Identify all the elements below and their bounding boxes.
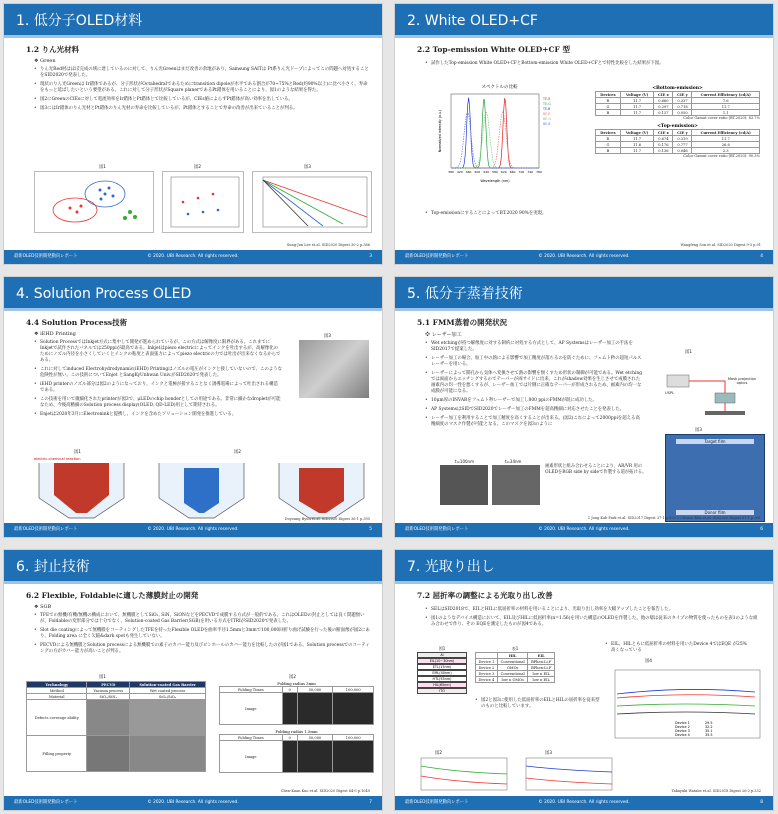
thickness-label: t=100nm (455, 459, 474, 464)
reference: Doyoung Byun et.al. SID2020 Digest 36-1 p.395 (284, 517, 370, 521)
fold-table-1-5mm: Folding Times 0 50,000 100,000 Image (219, 734, 374, 773)
eqe-value-4: 35.5 (705, 733, 713, 737)
footer (395, 523, 773, 537)
fold-radius-label: Folding radius 3mm (277, 681, 316, 686)
x-tick-label: 660 (509, 170, 516, 174)
bottom-emission-table-block (595, 86, 760, 158)
side-note: 画素形状と組み合わせることにより、AR/VR 用のOLEDをRGB side by sideで作製する道が拓ける。 (545, 464, 647, 475)
x-tick-label: 780 (536, 170, 542, 174)
topic-heading: ❖ iEHD Printing (34, 331, 76, 337)
eqe-value-1: 29.5 (705, 721, 713, 725)
bullet: • この技術を用いて微細化されたprinterが図3で、μLEDのchip bonderとしての用途である。非常に細かなdropletが可能なため、今後高精細のSolution process display(OLED, QD-LED)用として期待される。 (40, 397, 282, 409)
x-tick-label: 460 (465, 170, 472, 174)
nozzle-diagram-1 (24, 463, 139, 521)
legend-entry: BE-R (543, 112, 551, 116)
footer-title: 最新OLED技術開発動向レポート (405, 254, 469, 259)
topic-heading: ❖ SGB (34, 604, 52, 610)
fold-radius-label: Folding radius 1.5mm (275, 729, 318, 734)
fig1-label: electric-chemical reaction (34, 457, 81, 461)
series-TE-R (451, 98, 539, 168)
bullet: • これに対してinduced Electrohydrodynamic(iEHD) Printingはノズルの電圧がインクと接していないので、このような危険性が無い。この技術についてEnjet とSangKyUnhwan Univ.がSID2020で発表した。 (40, 367, 282, 379)
figure-1-scatter (34, 171, 154, 233)
gamut-note: Color Gamut cover ratio (BT.2020): 83.7% (683, 116, 760, 120)
copyright: © 2020. UBI Research. All rights reserved. (538, 254, 630, 259)
mask-photo-1 (440, 465, 488, 505)
legend-device-1: Device 1 (675, 721, 690, 725)
figure-caption: 図2 (289, 675, 297, 680)
table-title: <Top-emission> (657, 124, 698, 129)
figure-caption: 図3 (545, 751, 553, 756)
series-BE-B (451, 112, 539, 168)
bullet: • Solution ProcessではInkjet方式に集中して開発が進められているが、この方式は解像度に限界がある。これまでにInkjetで試作されたパネルでは250ppiが最高である。Inkjetはpiezo electricによってインクを吐出するが、高解像化のためにノズル内径を小さくしていくとインクの粘度と表面張力によってpiezo electricの力では吐出が出来なくなるからである。 (40, 340, 282, 364)
deposition-diagram (665, 434, 765, 522)
section-heading: 2.2 Top-emission White OLED+CF 型 (417, 45, 570, 54)
copyright: © 2020. UBI Research. All rights reserved. (538, 800, 630, 805)
topic-heading: ❖ Green (34, 58, 56, 64)
slide-5[interactable] (3, 549, 383, 811)
bullet: • 図2にGreenのCIEsに対して電流効率をIr錯体とPt錯体とで比較しているが、CIEs値によらずPt錯体が高い効率を出している。 (40, 97, 370, 103)
laser-setup-diagram (665, 355, 765, 417)
x-tick-label: 420 (456, 170, 463, 174)
spectrum-chart (437, 90, 562, 190)
layer-eil: EIL(10~30nm) (417, 658, 467, 664)
figure-caption: 図2 (194, 165, 202, 170)
donor-film-label: Donor film (676, 510, 754, 515)
bullet: • Wet etchingが持つ解像度に対する制約に対処する方式として、AP Systemsはレーザー加工の手法をSID2017で提案した。 (431, 341, 643, 353)
legend-entry: TE-G (543, 102, 551, 106)
bullet: • Enjetは2020年3月にElectroninkと提携し、インクを含めたソリューション開発を推進している。 (40, 412, 282, 418)
footer-title: 最新OLED技術開発動向レポート (14, 527, 78, 532)
tfe-comparison-table: Technology PECVD Solution-coated Gas Barrier Method Vacuum process Wet coated process Material SiOₓ/SiNₓ SiOₓ/SiOₓ Defects coverage ability Filling property (26, 681, 206, 772)
layer-al: Al (417, 652, 467, 658)
legend-entry: TE-B (543, 107, 551, 111)
bullet: • りん光Red材はほぼ完成の域に達しているのに対して、りん光Greenはまだ改善の余地があり、Samsung SAITは Pt系りん光ドープによってこの問題へ対処することをSID2020で発表した。 (40, 67, 370, 79)
figure-caption: 図3 (304, 165, 312, 170)
figure-caption: 図2 (435, 751, 443, 756)
bullet: • レーザー加工を利用することで加工精度を高くすることが出来る。(図2)これによって2000ppiを超える高精細度のマスク作製が可能となる。このマスクを図3のように (431, 416, 643, 428)
folding-test-figure (219, 681, 374, 773)
gamut-note: Color Gamut cover ratio (BT.2020): 90.3% (683, 154, 760, 158)
figure-caption: 図1 (74, 450, 82, 455)
legend-entry: BE-B (543, 122, 551, 126)
bullet: • 10μm厚のINVARをフェムト秒レーザーで加工し800 ppiのFMMが既に成功した。 (431, 398, 643, 404)
bullet: • レーザーによって開孔から気体へ変換させて熱の影響を無くすため形状の制御が可能である。Wet etchingでは両面からエッチングするのでテーパーが両サイドに出来、これがshadow効果を生じさせて成膜された画素内の均一性を悪くするが、レーザー加工では片側に正確なテーパーが形成されるため、画素内の均一な成膜が可能になる。 (431, 371, 643, 395)
bullet: • 試作したTop-emission White OLED+CFとBottom-emission White OLED+CFとで特性比較をした結果が下図。 (431, 61, 761, 67)
bottom-emission-table: Devices Voltage (V) CIE x CIE y Current Efficiency (cd/A) R 11.7 0.660 0.337 7.6 G 11.7 0.297 0.718 11.7 B 11.7 0.137 0.050 1.1 (595, 91, 760, 116)
figure-caption: 図1 (685, 350, 693, 355)
bullet: • Top-emissionにすることによってBT.2020 90%を実現。 (431, 211, 546, 217)
copyright: © 2020. UBI Research. All rights reserved. (147, 527, 239, 532)
nozzle-diagram-3 (264, 463, 374, 521)
slide-6[interactable] (394, 549, 774, 811)
section-heading: 1.2 りん光材料 (26, 45, 80, 54)
table-title: <Bottom-emission> (652, 86, 703, 91)
optics-label: Mask projection optics (727, 377, 757, 385)
series-BE-G (451, 112, 539, 168)
copyright: © 2020. UBI Research. All rights reserved. (147, 254, 239, 259)
figure-caption: 図2 (234, 450, 242, 455)
device-table: HIL EIL Device 1 Conventional BPhen:Li,F Device 2 OMOs BPhen:Li,F Device 3 Conventional low n EIL Device 4 low n OMOs low n EIL (475, 652, 555, 683)
copyright: © 2020. UBI Research. All rights reserved. (538, 527, 630, 532)
index-chart-hil (520, 756, 615, 794)
layer-ito: ITO (417, 688, 467, 694)
note-index: • 図2と図3に使用した低屈折率のEILとHILの屈折率を従来型のものと比較しています。 (481, 698, 601, 710)
section-heading: 6.2 Flexible, Foldableに適した薄膜封止の開発 (26, 591, 199, 600)
eqe-value-3: 35.1 (705, 729, 713, 733)
eqe-chart (605, 666, 765, 746)
figure-caption: 図3 (695, 428, 703, 433)
layer-htl: HTL(55nm) (417, 676, 467, 682)
slide-title: 1. 低分子OLED材料 (4, 4, 382, 38)
slide-title: 7. 光取り出し (395, 550, 773, 584)
slide-2[interactable] (394, 3, 774, 265)
layer-etl: ETL(15nm) (417, 664, 467, 670)
layer-hil: HIL(65nm) (417, 682, 467, 688)
slide-title: 5. 低分子蒸着技術 (395, 277, 773, 311)
reference: 1 Jong Kab Park et.al. SID2017 Digest 37-1 p.520 2 Chiwoo Kim et.al. SID2020 Digest 61-1 p.901 (587, 516, 761, 520)
uspl-label: USPL (665, 391, 675, 395)
x-tick-label: 620 (500, 170, 507, 174)
legend-device-3: Device 3 (675, 729, 690, 733)
section-heading: 5.1 FMM蒸着の開発状況 (417, 318, 508, 327)
section-heading: 7.2 屈折率の調整による光取り出し改善 (417, 591, 553, 600)
nozzle-diagram-2 (144, 463, 259, 521)
bullet: • SELはSID2018で、EILとHILに低屈折率の材料を用いることにより、光取り出し効率を大幅アップしたことを報告した。 (431, 607, 761, 613)
reference: Wangfeng Son et.al. SID2020 Digest 9-3 p.91 (680, 243, 761, 247)
page-number: 8 (760, 800, 763, 805)
table-caption: 表1 (511, 646, 519, 651)
target-film-label: Target film (676, 439, 754, 444)
figure-3-lifetime (252, 171, 372, 233)
reference: Takayuki Watabe et.al. SID2018 Digest 26-2 p.332 (671, 789, 761, 793)
section-heading: 4.4 Solution Process技術 (26, 318, 128, 327)
y-axis-label: Normalized Intensity (a.u.) (438, 109, 442, 153)
eqe-value-2: 32.2 (705, 725, 713, 729)
spectrum-figure (437, 84, 562, 194)
bullet: • iEHD printerのノズル部分は図2のようになっており、インクと電極が接することなく誘導電場によって吐出される構造である。 (40, 382, 282, 394)
legend-device-2: Device 2 (675, 725, 690, 729)
slide-title: 2. White OLED+CF (395, 4, 773, 38)
footer (395, 250, 773, 264)
bullet: • PECVDによる無機膜とSolution processによる無機膜での素子のカバー能力及びピンホールのカバー能力を比較したのが図1である。Solution processでのコーティングの方がカバー能力が高いことが判る。 (40, 643, 370, 655)
bullet: • レーザー加工の場合、加工中の熱による影響で加工精度が落ちるのを防ぐために、フェムト秒の超短パルスレーザーを用いる。 (431, 356, 643, 368)
x-tick-label: 740 (527, 170, 534, 174)
x-tick-label: 580 (492, 170, 498, 174)
printer-photo (299, 340, 369, 398)
series-TE-B (451, 98, 539, 168)
topic-heading: ❖ レーザー加工 (425, 332, 462, 338)
bullet: • Slot die coatingによって無機膜をコーティングしたTFEを持ったFlexible OLEDを曲率半径1.5mmと3mmで100,000回折り曲げ試験を行った後の断面像が図2にあり、Folding area に全く欠陥&dark spotも発生していない。 (40, 628, 370, 640)
reference: Sung-Jun Lee et.al. SID2020 Digest 30-2 p.386 (286, 243, 370, 247)
copyright: © 2020. UBI Research. All rights reserved. (147, 800, 239, 805)
thickness-label: t=34nm (505, 459, 522, 464)
device-stack (417, 646, 467, 694)
x-tick-label: 500 (474, 170, 481, 174)
x-tick-label: 380 (448, 170, 454, 174)
slide-4[interactable] (394, 276, 774, 538)
bullet: • AP SystemsはSIDでSID2020でレーザー加工のFMMを超高精細に対応させたことを発表した。 (431, 407, 643, 413)
bullet: • TFEでの無機/有機/無機の構成において、無機膜としてSiOₓ, SiN、SiONなどをPECVDで成膜する方式が一般的である。これはOLEDの封止としては良く問題無いが、Foldableの変形部分では十分でなく、Solution-coated Gas Barrier(SGB)を用いる方式をITRIがSID2020で発表した。 (40, 613, 370, 625)
x-axis-label: Wavelength (nm) (480, 179, 510, 183)
footer-title: 最新OLED技術開発動向レポート (14, 800, 78, 805)
mask-photo-2 (492, 465, 540, 505)
index-chart-eil (415, 756, 510, 794)
top-emission-table: Devices Voltage (V) CIE x CIE y Current Efficiency (cd/A) R 11.7 0.674 0.319 11.7 G 11.6 0.176 0.777 26.6 B 11.7 0.136 0.046 2.3 (595, 129, 760, 154)
footer (395, 796, 773, 810)
legend-entry: BE-G (543, 117, 551, 121)
note-eqe: • EIL、HILともに低屈折率の材料を用いたDevice 4ではEQE が25%高くなっている (611, 642, 751, 654)
reference: Chen-Kuan Kuo et.al. SID2020 Digest 64-5 p.1049 (280, 789, 370, 793)
footer-title: 最新OLED技術開発動向レポート (14, 254, 78, 259)
x-tick-label: 540 (483, 170, 490, 174)
page-number: 3 (369, 254, 372, 259)
legend-entry: TE-R (543, 97, 551, 101)
footer-title: 最新OLED技術開発動向レポート (405, 527, 469, 532)
footer (4, 250, 382, 264)
device-table-block (475, 646, 555, 683)
figure-caption: 図3 (324, 334, 332, 339)
figure-caption: 図1 (99, 675, 107, 680)
layer-eml: EML(40nm) (417, 670, 467, 676)
page-number: 7 (369, 800, 372, 805)
bullet: • 図1のようなデバイス構造において、EIL及びHILに低屈折率(n=1.56)を用いた構造のOLEDを作製した。他の層は従来のタイプの物質を使ったものを表1のような組み合わせで作り、その EQEを測定したものが図4である。 (431, 616, 761, 628)
figure-title: スペクトルの比較 (481, 85, 518, 90)
slide-title: 6. 封止技術 (4, 550, 382, 584)
slide-3[interactable] (3, 276, 383, 538)
figure-caption: 図1 (438, 646, 446, 651)
page-number: 5 (369, 527, 372, 532)
series-BE-R (451, 112, 539, 168)
footer (4, 796, 382, 810)
footer-title: 最新OLED技術開発動向レポート (405, 800, 469, 805)
bullet: • 現状のりん光Greenは Ir錯体であるが、分子形状がOctahedralであるためにtransition dipoleが水平である割合が70~75%とRed(約90%以上)に比べ小さく、寿命をもっと延ばしたいという要望がある。これに対して分子形状がSquare planerであるPt錯体を用いることにより、図1のような結果を得た。 (40, 82, 370, 94)
footer (4, 523, 382, 537)
slide-1[interactable] (3, 3, 383, 265)
page-number: 6 (760, 527, 763, 532)
figure-caption: 図1 (99, 165, 107, 170)
figure-2-plot (162, 171, 244, 233)
legend-device-4: Device 4 (675, 733, 690, 737)
fold-table-3mm: Folding Times 0 50,000 100,000 Image (219, 686, 374, 725)
bullet: • 図3にはIr錯体のりん光材とPt錯体のりん光材の寿命を比較しているが、Pt錯体とすることで寿命の改善が出来ていることが判る。 (40, 106, 370, 112)
x-tick-label: 700 (518, 170, 525, 174)
figure-caption: 図4 (645, 659, 653, 664)
page-number: 4 (760, 254, 763, 259)
slide-title: 4. Solution Process OLED (4, 277, 382, 311)
